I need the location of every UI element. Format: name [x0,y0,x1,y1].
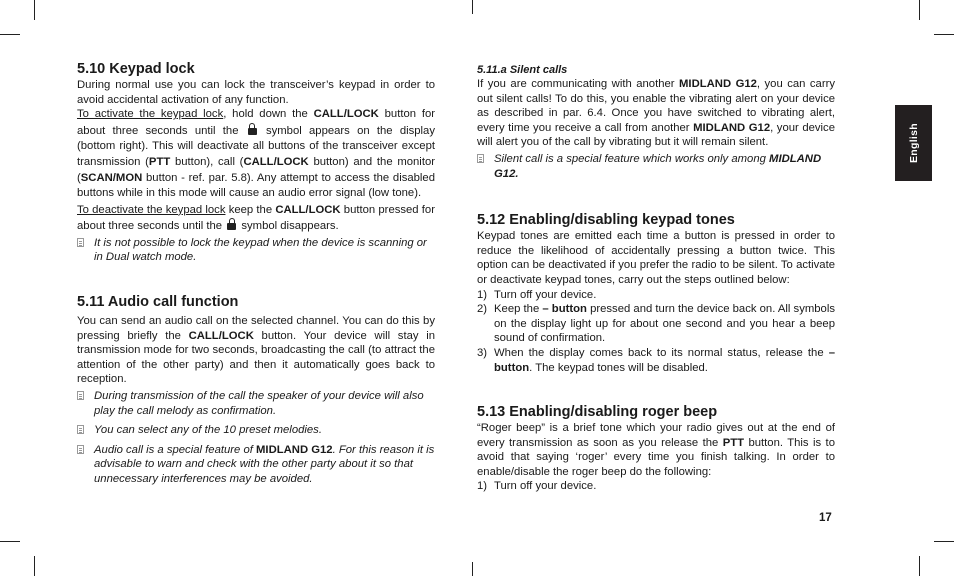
crop-mark [919,0,920,20]
note-icon [77,238,84,247]
keypad-lock-intro: During normal use you can lock the transceiver’s keypad in order to avoid accidental activation of any function. [77,79,435,106]
crop-mark [472,0,473,14]
left-column [77,60,435,486]
silent-calls-paragraph: If you are communicating with another MIDLAND G12, you can carry out silent calls! To do this, you enable the vibrating alert on your device as described in par. 6.4. Once you have switched to vibrating alert, every time you receive a call from another MIDLAND G12, your device will alert you of the call by vibrating but it will remain silent. [477,78,835,149]
list-item: 3) When the display comes back to its normal status, release the – button. The keypad tones will be disabled. [477,346,835,374]
list-item: 1) Turn off your device. [477,480,597,493]
roger-beep-steps [477,479,835,494]
section-title-keypad-tones: 5.12 Enabling/disabling keypad tones [477,212,735,229]
crop-mark [0,541,20,542]
note: During transmission of the call the speaker of your device will also play the call melody as confirmation. [77,389,435,418]
section-title-audio-call: 5.11 Audio call function [77,293,239,310]
crop-mark [919,556,920,576]
note-icon [477,154,484,163]
roger-beep-paragraph: “Roger beep” is a brief tone which your radio gives out at the end of every transmission as soon as you release the PTT button. This is to avoid that saying ‘roger’ every time you finish talking. In order to enable/disable the roger beep do the following: [477,422,835,478]
list-item: 2) Keep the – button pressed and turn the device back on. All symbols on the display light up for about one second and you hear a beep sound of confirmation. [477,303,835,345]
language-tab-label: English [907,122,920,164]
note: Silent call is a special feature which works only among MIDLAND G12. [477,152,835,181]
crop-mark [472,562,473,576]
crop-mark [34,556,35,576]
crop-mark [934,34,954,35]
note: It is not possible to lock the keypad when the device is scanning or in Dual watch mode. [77,236,435,265]
note: Audio call is a special feature of MIDLAND G12. For this reason it is advisable to warn and check with the other party about it so that unnecessary interferences may be avoided. [77,443,435,487]
section-title-keypad-lock: 5.10 Keypad lock [77,61,195,77]
crop-mark [34,0,35,20]
page-number: 17 [819,512,832,524]
right-column [477,63,835,494]
audio-call-paragraph: You can send an audio call on the selected channel. You can do this by pressing briefly the CALL/LOCK button. Your device will stay in transmission mode for two seconds, broadcasting the call (to attract the attention of the other party) and then it automatically goes back to reception. [77,314,435,386]
keypad-tones-steps [477,288,835,376]
keypad-tones-paragraph: Keypad tones are emitted each time a button is pressed in order to reduce the likelihood of accidentally pressing a button twice. This option can be deactivated if you prefer the radio to be silent. To activate or deactivate keypad tones, carry out the steps outlined below: [477,230,835,286]
note-icon [77,445,84,454]
note: You can select any of the 10 preset melodies. [77,423,435,438]
language-tab [895,105,932,181]
section-title-roger-beep: 5.13 Enabling/disabling roger beep [477,404,718,421]
note-icon [77,391,84,400]
crop-mark [934,541,954,542]
crop-mark [0,34,20,35]
lock-icon [227,218,236,230]
keypad-lock-activate: To activate the keypad lock, hold down the CALL/LOCK button for about three seconds until the symbol appears on the display (bottom right). This will deactivate all buttons of the transceiver except transmission (PTT button), call (CALL/LOCK button) and the monitor (SCAN/MON button - ref. par. 5.8). Any attempt to access the disabled buttons while in this mode will cause an audio error signal (low tone). [77,108,436,200]
keypad-lock-deactivate: To deactivate the keypad lock keep the CALL/LOCK button pressed for about three seconds until the symbol disappears. [77,203,435,232]
note-icon [77,425,84,434]
lock-icon [248,123,257,135]
list-item: 1) Turn off your device. [477,288,597,301]
section-title-silent-calls: 5.11.a Silent calls [477,64,568,76]
